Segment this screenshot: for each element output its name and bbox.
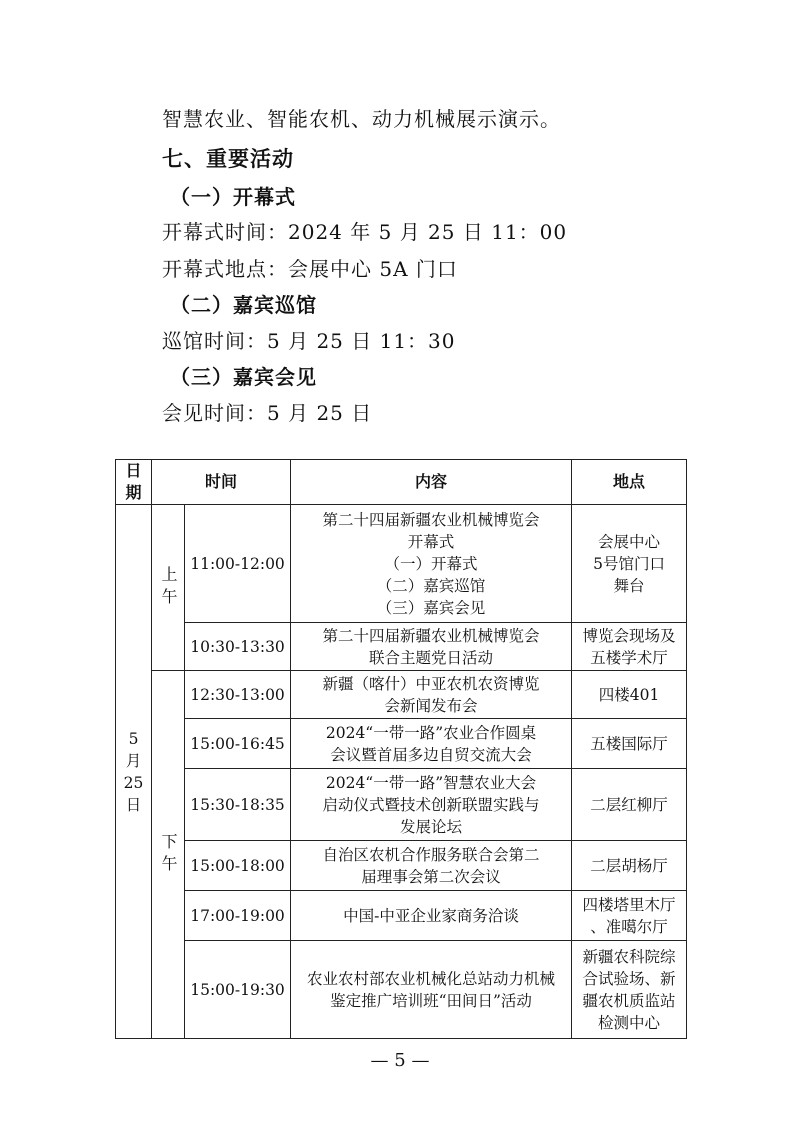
cell-line: （二）嘉宾巡馆: [376, 576, 486, 595]
time-cell: 17:00-19:00: [185, 891, 291, 941]
content-cell: [291, 769, 572, 841]
place-cell: [572, 891, 687, 941]
cell-line: 联合主题党日活动: [369, 648, 494, 667]
date-cell: [116, 505, 152, 1039]
time-cell: 15:00-16:45: [185, 719, 291, 769]
cell-line: 新疆（喀什）中亚农机农资博览: [322, 674, 540, 693]
cell-line: 五楼国际厅: [590, 734, 668, 753]
place-cell: [572, 941, 687, 1039]
cell-line: 会展中心: [598, 532, 661, 551]
cell-line: 5号馆门口: [593, 554, 665, 573]
date-line: 25: [123, 773, 144, 792]
cell-line: 启动仪式暨技术创新联盟实践与: [322, 795, 540, 814]
meeting-heading: （三）嘉宾会见: [170, 365, 317, 389]
cell-line: 二层红柳厅: [590, 795, 668, 814]
date-line: 5: [128, 729, 139, 748]
table-row: [116, 505, 687, 623]
cell-line: 疆农机质监站: [582, 991, 676, 1010]
place-cell: [572, 505, 687, 623]
cell-line: 四楼401: [598, 685, 660, 704]
cell-line: 2024“一带一路”农业合作圆桌: [325, 723, 537, 742]
cell-line: 农业农村部农业机械化总站动力机械: [307, 969, 556, 988]
time-cell: 12:30-13:00: [185, 671, 291, 719]
header-date: 日期: [116, 460, 152, 505]
schedule-table: [115, 459, 687, 1039]
cell-line: 二层胡杨厅: [590, 856, 668, 875]
cell-line: （一）开幕式: [384, 554, 478, 573]
cell-line: 2024“一带一路”智慧农业大会: [325, 773, 537, 792]
table-row: [116, 891, 687, 941]
content-cell: [291, 623, 572, 671]
time-cell: 11:00-12:00: [185, 505, 291, 623]
opening-time: 开幕式时间：2024 年 5 月 25 日 11：00: [162, 220, 568, 244]
cell-line: 中国-中亚企业家商务洽谈: [343, 906, 519, 925]
opening-heading: （一）开幕式: [170, 185, 296, 209]
cell-line: 开幕式: [407, 532, 455, 551]
tour-heading: （二）嘉宾巡馆: [170, 293, 317, 317]
place-cell: [572, 769, 687, 841]
time-cell: 15:00-18:00: [185, 841, 291, 891]
time-cell: 10:30-13:30: [185, 623, 291, 671]
content-cell: [291, 841, 572, 891]
header-content: 内容: [291, 460, 572, 505]
cell-line: 五楼学术厅: [590, 648, 668, 667]
tour-time: 巡馆时间：5 月 25 日 11：30: [162, 329, 456, 353]
content-cell: [291, 941, 572, 1039]
cell-line: 会议暨首届多边自贸交流大会: [330, 745, 532, 764]
table-row: [116, 671, 687, 719]
time-cell: 15:00-19:30: [185, 941, 291, 1039]
place-cell: [572, 623, 687, 671]
cell-line: 第二十四届新疆农业机械博览会: [322, 626, 540, 645]
date-line: 月: [125, 751, 142, 770]
page-number: — 5 —: [370, 1050, 430, 1071]
cell-line: 发展论坛: [400, 817, 463, 836]
date-line: 日: [125, 795, 142, 814]
time-cell: 15:30-18:35: [185, 769, 291, 841]
cell-line: 舞台: [613, 576, 645, 595]
opening-place: 开幕式地点：会展中心 5A 门口: [162, 257, 458, 281]
intro-line: 智慧农业、智能农机、动力机械展示演示。: [162, 107, 561, 131]
cell-line: 会新闻发布会: [384, 696, 478, 715]
meeting-time: 会见时间：5 月 25 日: [162, 401, 373, 425]
place-cell: [572, 841, 687, 891]
cell-line: 鉴定推广培训班“田间日”活动: [330, 991, 532, 1010]
header-place: 地点: [572, 460, 687, 505]
table-row: [116, 941, 687, 1039]
section-heading: 七、重要活动: [162, 147, 294, 171]
table-row: [116, 841, 687, 891]
cell-line: 检测中心: [598, 1013, 661, 1032]
cell-line: 合试验场、新: [582, 969, 676, 988]
afternoon-period-cell: 下午: [152, 671, 185, 1039]
content-cell: [291, 671, 572, 719]
cell-line: 第二十四届新疆农业机械博览会: [322, 510, 540, 529]
cell-line: 四楼塔里木厅: [582, 895, 676, 914]
table-header-row: [116, 460, 687, 505]
cell-line: 新疆农科院综: [582, 947, 676, 966]
table-row: [116, 623, 687, 671]
cell-line: 届理事会第二次会议: [361, 867, 501, 886]
cell-line: （三）嘉宾会见: [376, 598, 486, 617]
content-cell: [291, 719, 572, 769]
place-cell: [572, 671, 687, 719]
cell-line: 博览会现场及: [582, 626, 676, 645]
content-cell: [291, 891, 572, 941]
table-row: [116, 769, 687, 841]
cell-line: 、准噶尔厅: [590, 917, 668, 936]
header-time: 时间: [152, 460, 291, 505]
place-cell: [572, 719, 687, 769]
content-cell: [291, 505, 572, 623]
cell-line: 自治区农机合作服务联合会第二: [322, 845, 540, 864]
morning-period-cell: 上午: [152, 505, 185, 671]
table-row: [116, 719, 687, 769]
